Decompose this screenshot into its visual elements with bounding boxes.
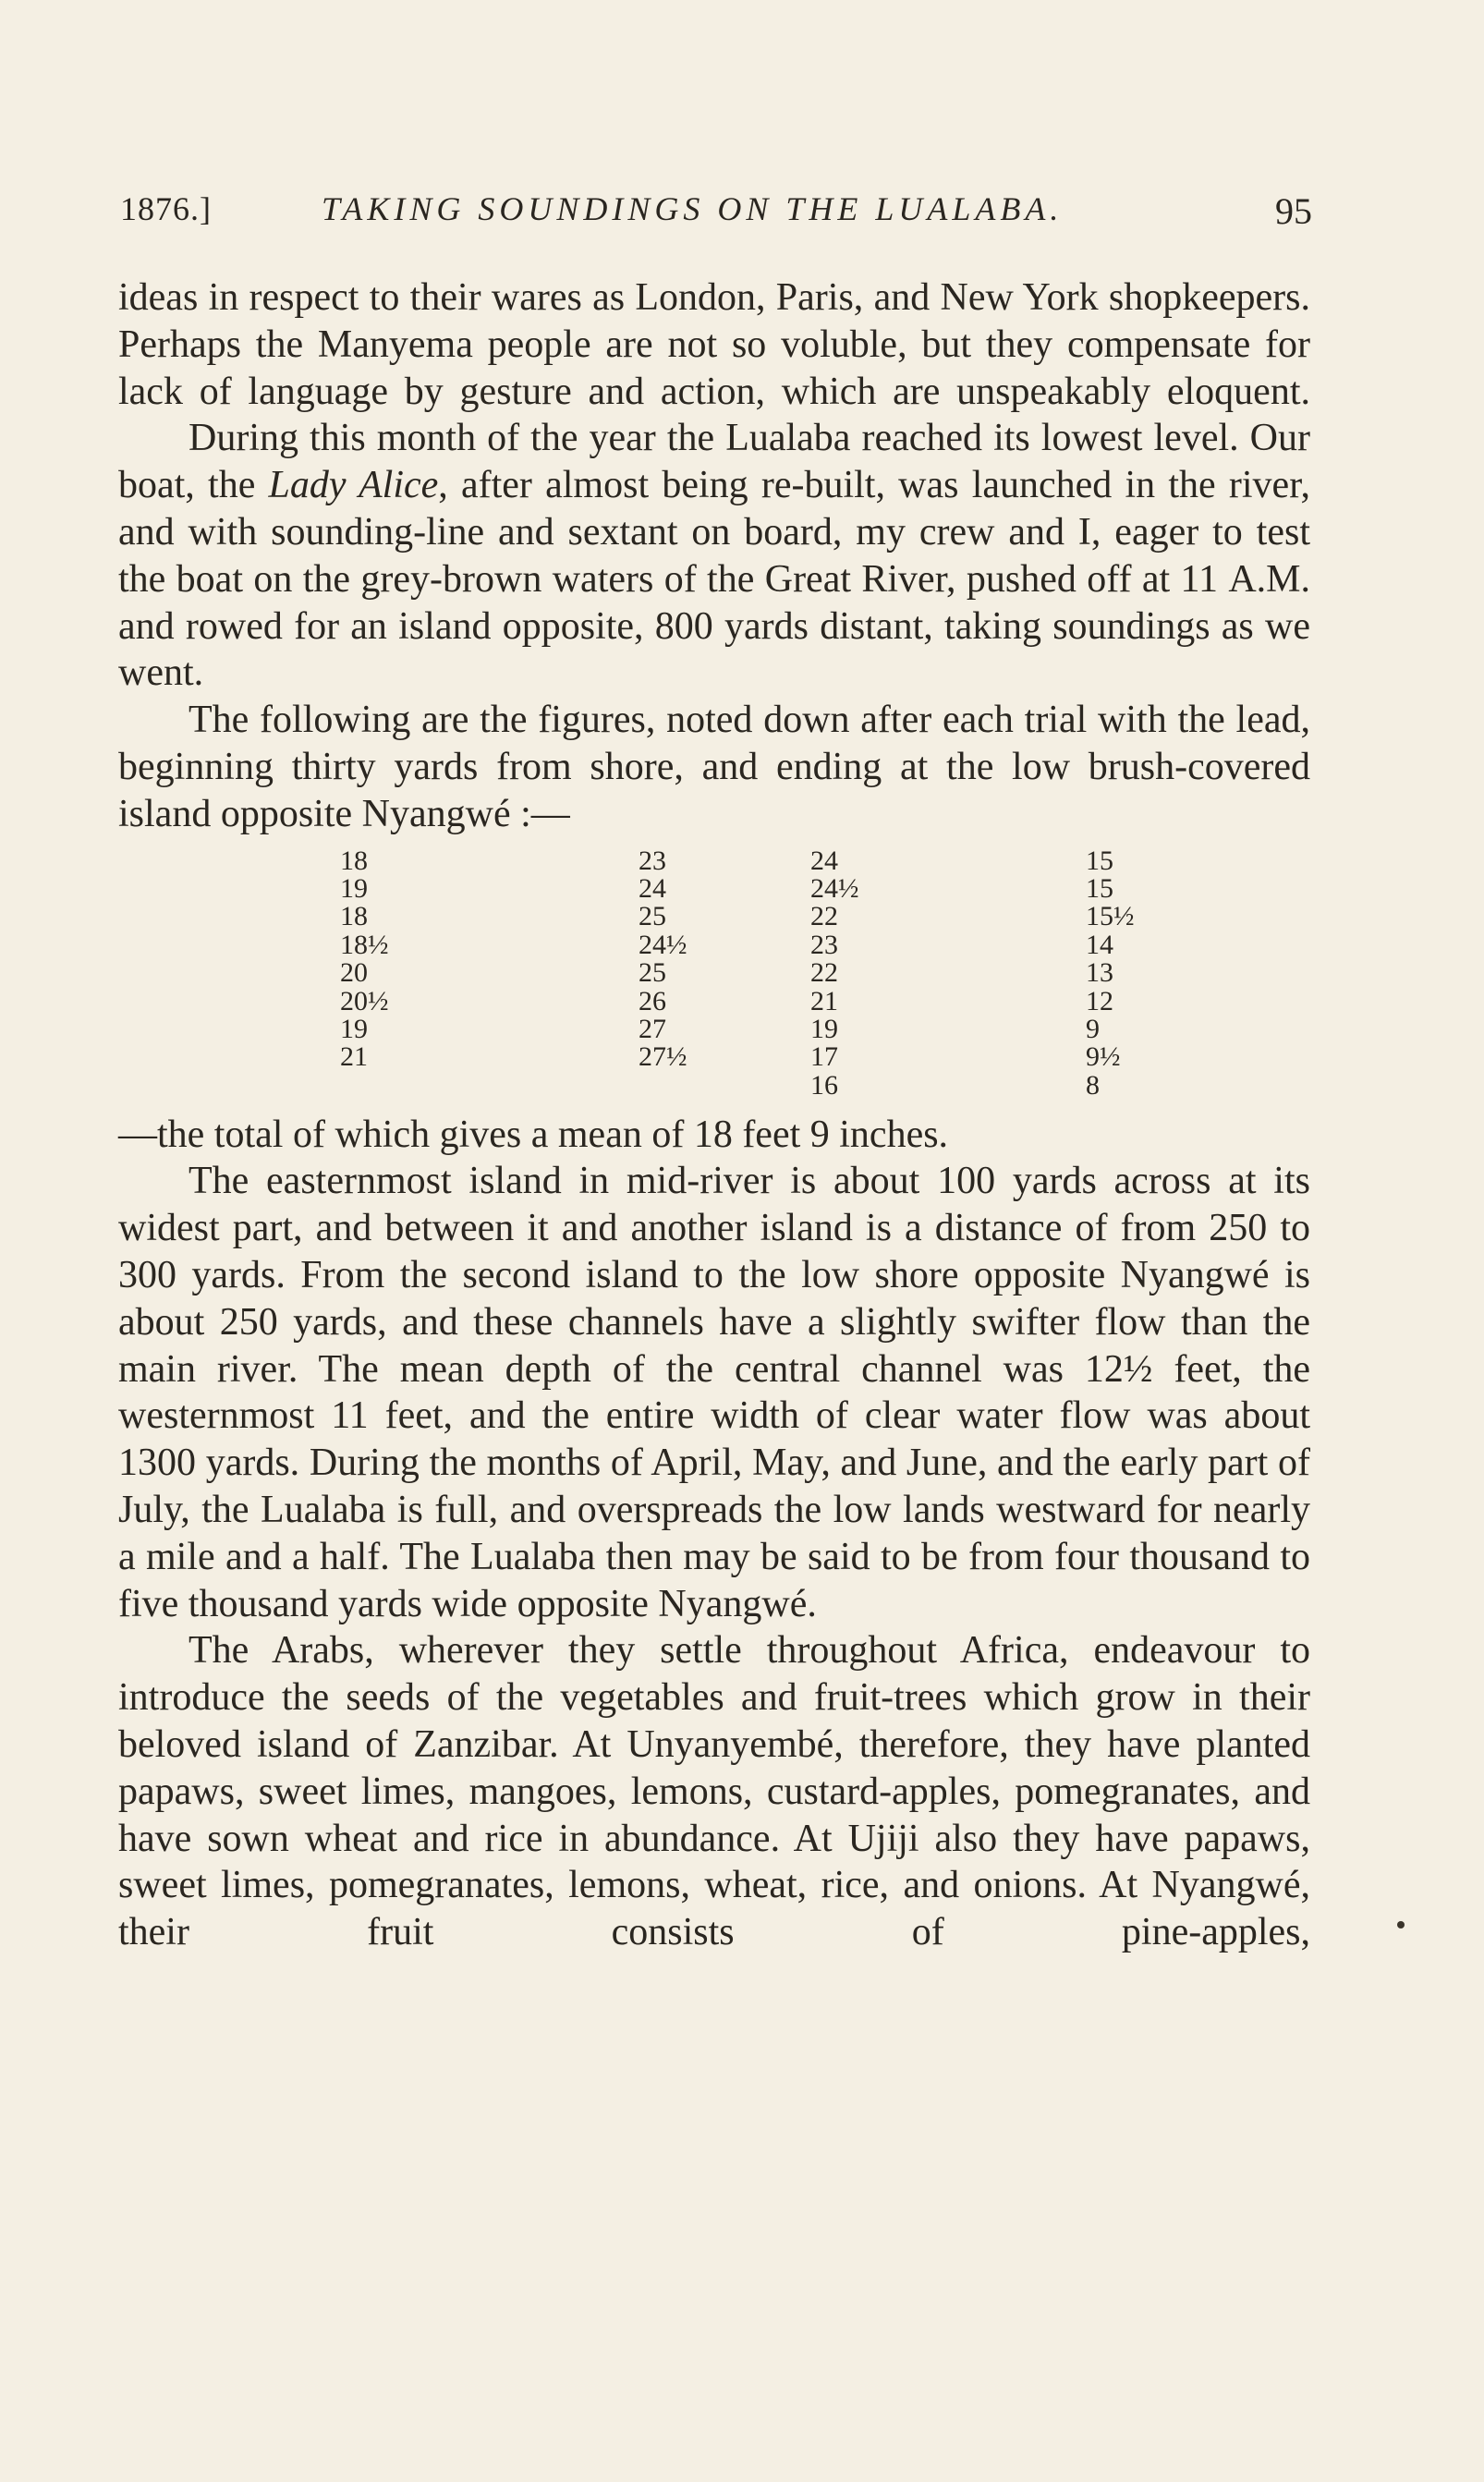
sounding-value: 9½ xyxy=(1086,1041,1121,1073)
paragraph-2-text-c: and rowed for an island opposite, 800 yards distant, taking soundings as we went. xyxy=(118,604,1310,695)
soundings-table xyxy=(118,840,1310,1099)
sounding-value: 22 xyxy=(810,957,838,989)
sounding-value: 24 xyxy=(810,845,838,876)
sounding-value: 21 xyxy=(810,985,838,1016)
sounding-value: 20½ xyxy=(340,985,389,1016)
paragraph-2 xyxy=(118,415,1310,697)
sounding-value: 12 xyxy=(1086,985,1113,1016)
soundings-column-1 xyxy=(340,847,389,1072)
sounding-value: 24½ xyxy=(810,872,859,904)
sounding-value: 21 xyxy=(340,1041,368,1073)
sounding-value: 26 xyxy=(639,985,666,1016)
sounding-value: 13 xyxy=(1086,957,1113,989)
sounding-value: 14 xyxy=(1086,929,1113,960)
paragraph-4: —the total of which gives a mean of 18 feet 9 inches. xyxy=(118,1113,949,1156)
sounding-value: 18 xyxy=(340,901,368,932)
sounding-value: 19 xyxy=(340,872,368,904)
page-number: 95 xyxy=(1275,190,1312,232)
paragraph-1: ideas in respect to their wares as London, Paris, and New York shopkeepers. Perhaps the Manyema people are not so voluble, but they compensate for lack of language by gesture and action, which are unspeakably eloquent. xyxy=(118,276,1310,413)
sounding-value: 18 xyxy=(340,845,368,876)
paragraph-6: The Arabs, wherever they settle throughout Africa, endeavour to introduce the seeds of the vegetables and fruit-trees which grow in their beloved island of Zanzibar. At Unyanyembé, therefore, they have planted papaws, sweet limes, mangoes, lemons, custard-apples, pomegranates, and have sown wheat and rice in abundance. At Ujiji also they have papaws, sweet limes, pomegranates, lemons, wheat, rice, and onions. At Nyangwé, their fruit consists of pine-apples, xyxy=(118,1629,1310,1954)
paragraph-2-text-a: During this month of the year the Lualaba reached its lowest level. Our boat, the xyxy=(118,417,1310,507)
sounding-value: 19 xyxy=(340,1013,368,1044)
sounding-value: 16 xyxy=(810,1069,838,1101)
paragraph-3: The following are the figures, noted down after each trial with the lead, beginning thirty yards from shore, and ending at the low brush-covered island opposite Nyangwé :— xyxy=(118,699,1310,835)
sounding-value: 25 xyxy=(639,901,666,932)
sounding-value: 24 xyxy=(639,872,666,904)
sounding-value: 9 xyxy=(1086,1013,1100,1044)
sounding-value: 23 xyxy=(639,845,666,876)
sounding-value: 15½ xyxy=(1086,901,1135,932)
header-year: 1876.] xyxy=(120,190,212,227)
boat-name: Lady Alice xyxy=(268,464,439,507)
soundings-column-3 xyxy=(810,847,859,1101)
sounding-value: 23 xyxy=(810,929,838,960)
sounding-value: 8 xyxy=(1086,1069,1100,1101)
sounding-value: 17 xyxy=(810,1041,838,1073)
sounding-value: 18½ xyxy=(340,929,389,960)
time-am: A.M. xyxy=(1228,557,1310,601)
sounding-value: 15 xyxy=(1086,845,1113,876)
sounding-value: 20 xyxy=(340,957,368,989)
soundings-column-2 xyxy=(639,847,687,1072)
sounding-value: 24½ xyxy=(639,929,687,960)
sounding-value: 27½ xyxy=(639,1041,687,1073)
margin-dot xyxy=(1397,1921,1405,1928)
running-header xyxy=(120,189,1312,245)
sounding-value: 19 xyxy=(810,1013,838,1044)
sounding-value: 22 xyxy=(810,901,838,932)
sounding-value: 27 xyxy=(639,1013,666,1044)
paragraph-5: The easternmost island in mid-river is about 100 yards across at its widest part, and between it and another island is a distance of from 250 to 300 yards. From the second island to the low shore opposite Nyangwé is about 250 yards, and these channels have a slightly swifter flow than the main river. The mean depth of the central channel was 12½ feet, the westernmost 11 feet, and the entire width of clear water flow was about 1300 yards. During the months of April, May, and June, and the early part of July, the Lualaba is full, and overspreads the low lands westward for nearly a mile and a half. The Lualaba then may be said to be from four thousand to five thousand yards wide opposite Nyangwé. xyxy=(118,1160,1310,1625)
running-title: TAKING SOUNDINGS ON THE LUALABA. xyxy=(322,190,1064,227)
page-body xyxy=(118,274,1310,1956)
sounding-value: 15 xyxy=(1086,872,1113,904)
soundings-column-4 xyxy=(1086,847,1135,1101)
sounding-value: 25 xyxy=(639,957,666,989)
paragraph-2-text-b: , after almost being re-built, was launched in the river, and with sounding-line and sextant on board, my crew and I, eager to test the boat on the grey-brown waters of the Great River, pushed off at 11 xyxy=(118,464,1310,601)
